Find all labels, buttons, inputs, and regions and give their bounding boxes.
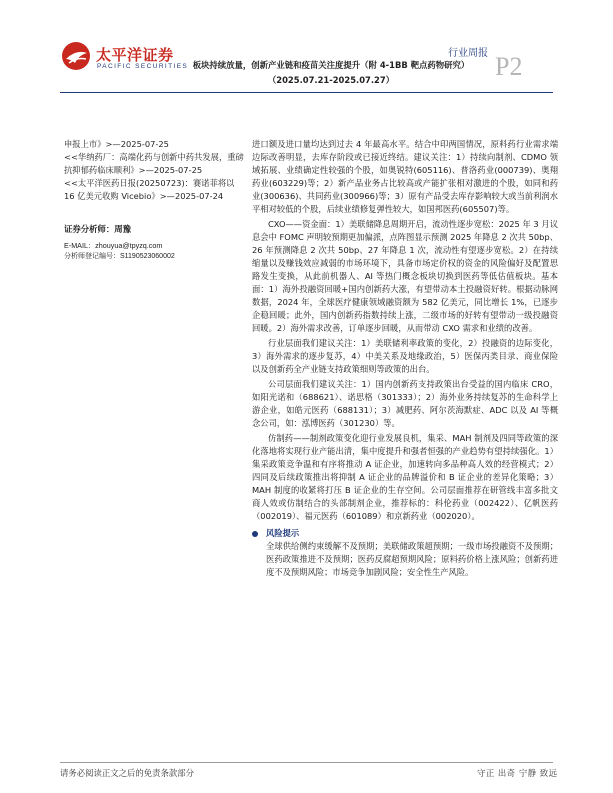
footer-motto: 守正 出奇 宁静 致远 <box>477 768 558 778</box>
page-number: P2 <box>495 52 523 81</box>
analyst-name: 证券分析师：周豫 <box>64 224 131 234</box>
analyst-registration-number: 分析师登记编号：S1190523060002 <box>64 253 175 260</box>
analyst-info <box>64 223 244 262</box>
body-paragraph: 进口额及进口量均达到过去 4 年最高水平。结合中印两国情况，原料药行业需求端边际改善明显，去库存阶段或已接近终结。建议关注：1）持续向制剂、CDMO 领域拓展、业绩确定性较强的个股，如奥锐特(605116)、普洛药业(000739)、奥翔药业(603229)等；2）新产品业务占比较高或产能扩张相对激进的个股，如同和药业(300636)、共同药业(300966)等；3）原有产品受去库存影响较大或当前利润水平相对较低的个股，后续业绩修复弹性较大，如国邦医药(605507)等。 <box>252 139 558 214</box>
logo-chinese-name: 太平洋证券 <box>96 46 174 64</box>
body-paragraph: 公司层面我们建议关注：1）国内创新药支持政策出台受益的国内临床 CRO，如阳光诺和（688621）、诺思格（301333）；2）海外业务持续复苏的生命科学上游企业，如皓元医药（688131）；3）减肥药、阿尔茨海默症、ADC 以及 AI 等概念公司，如：泓博医药（301230）等。 <box>252 379 558 428</box>
body-paragraph: 行业层面我们建议关注：1）美联储利率政策的变化，2）投融资的边际变化，3）海外需求的逐步复苏，4）中美关系及地缘政治，5）医保丙类目录、商业保险以及创新药全产业链支持政策细则等政策的出台。 <box>252 338 558 374</box>
risk-warning-title: 风险提示 <box>266 528 300 538</box>
sidebar-related-reports <box>64 138 244 262</box>
footer-disclaimer: 请务必阅读正文之后的免责条款部分 <box>60 768 194 778</box>
report-body <box>252 138 558 579</box>
report-type-label: 行业周报 <box>448 48 488 59</box>
risk-warning-heading <box>252 527 558 540</box>
related-report-item: <<华纳药厂：高端化药与创新中药共发展，重磅抗抑郁药临床顺利》>—2025-07-25 <box>64 152 244 175</box>
risk-warning-text: 全球供给侧约束缓解不及预期；美联储政策超预期；一级市场投融资不及预期；医药政策推进不及预期；医药反腐超预期风险；原料药价格上涨风险；创新药进度不及预期风险；市场竞争加剧风险；安全性生产风险。 <box>266 541 558 577</box>
footer-divider <box>60 762 553 763</box>
header-divider <box>60 92 553 93</box>
related-report-item: 申报上市》>—2025-07-25 <box>64 139 169 149</box>
body-paragraph: 仿制药——制剂政策变化迎行业发展良机，集采、MAH 制剂及四同等政策的深化落地将实现行业产能出清，集中度提升和强者恒强的产业趋势有望持续强化。1）集采政策竞争温和有序将推动 A 证企业，加速转向多品种高人效的经营模式；2）四同及后续政策推出将抑制 A 证企业的品牌溢价和 B 证企业的差异化策略；3）MAH 制度的收紧将打压 B 证企业的生存空间。公司层面推荐在研管线丰富多批文商人效或仿制结合的头部制剂企业，推荐标的：科伦药业（002422）、亿帆医药（002019）、福元医药（601089）和京新药业（002020）。 <box>252 433 558 521</box>
analyst-email[interactable]: E-MAIL：zhouyua@tpyzq.com <box>64 241 163 250</box>
bullet-icon <box>252 531 258 537</box>
body-paragraph: CXO——资金面：1）美联储降息周期开启，流动性逐步宽松：2025 年 3 月议息会中 FOMC 声明较预期更加偏派，点阵图显示预测 2025 年降息 2 次共 50bp、26 年预测降息 2 次共 50bp、27 年降息 1 次，流动性有望逐步宽松。2）在持续缩量以及赚钱效应减弱的市场环境下，具备市场定价权的资金的风险偏好及配置思路发生变换，从此前机器人、AI 等热门概念板块切换到医药等低估值板块。基本面：1）海外投融资回暖+国内创新药大涨，有望带动本土投融资好转。根据动脉网数据，2024 年，全球医疗健康领域融资额为 582 亿美元，同比增长 1%，已逐步企稳回暖；此外，国内创新药指数持续上涨，二级市场的好转有望带动一级投融资回暖。2）海外需求改善，订单逐步回暖，从而带动 CXO 需求和业绩的改善。 <box>252 219 558 333</box>
logo-english-name: PACIFIC SECURITIES <box>97 63 189 70</box>
related-report-item: <<太平洋医药日报(20250723)：赛诺菲将以 16 亿美元收购 Vicebio》>—2025-07-24 <box>64 178 235 201</box>
pacific-securities-logo-icon <box>60 40 92 72</box>
report-title: 板块持续放量，创新产业链和疫苗关注度提升（附 4-1BB 靶点药物研究）（2025.07.21-2025.07.27） <box>192 60 470 85</box>
